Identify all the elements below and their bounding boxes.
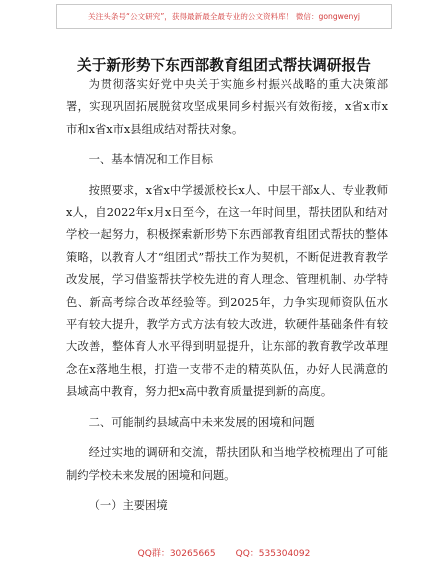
paragraph-intro: 为贯彻落实好党中央关于实施乡村振兴战略的重大决策部署，实现巩固拓展脱贫攻坚成果同乡村振兴有效衔接，x省x市x市和x省x市x县组成结对帮扶对象。 xyxy=(66,78,388,136)
footer-qq: QQ：535304092 xyxy=(235,549,311,559)
section-heading-problems: 二、可能制约县域高中未来发展的困境和问题 xyxy=(88,415,315,429)
document-body xyxy=(66,74,388,525)
subsection-heading-main-difficulties: （一）主要困境 xyxy=(88,498,168,512)
document-title: 关于新形势下东西部教育组团式帮扶调研报告 xyxy=(77,57,371,74)
contact-footer xyxy=(0,546,448,559)
promo-banner xyxy=(56,4,392,29)
footer-qq-group: QQ群：30265665 xyxy=(137,549,216,559)
promo-banner-text: 关注头条号“公文研究”，获得最新最全最专业的公文资料库！ 微信：gongwenyj xyxy=(88,12,360,21)
section-heading-basic-situation: 一、基本情况和工作目标 xyxy=(88,153,213,167)
paragraph-basic-situation: 按照要求，x省x中学援派校长x人、中层干部x人、专业教师x人，自2022年x月x日至今，在这一年时间里，帮扶团队和结对学校一起努力，积极探索新形势下东西部教育组团式帮扶的整体策略，以教育人才“组团式”帮扶工作为契机，不断促进教育教学改发展，学习借鉴帮扶学校先进的育人理念、管理机制、办学特色、新高考综合改革经验等。到2025年，力争实现师资队伍水平有较大提升，教学方式方法有较大改进，软硬件基础条件有较大改善，整体育人水平得到明显提升，让东部的教育教学改革理念在x落地生根，打造一支带不走的精英队伍，办好人民满意的县域高中教育，努力把x高中教育质量提到新的高度。 xyxy=(66,183,388,399)
paragraph-problems-intro: 经过实地的调研和交流，帮扶团队和当地学校梳理出了可能制约学校未来发展的困境和问题。 xyxy=(66,446,388,482)
